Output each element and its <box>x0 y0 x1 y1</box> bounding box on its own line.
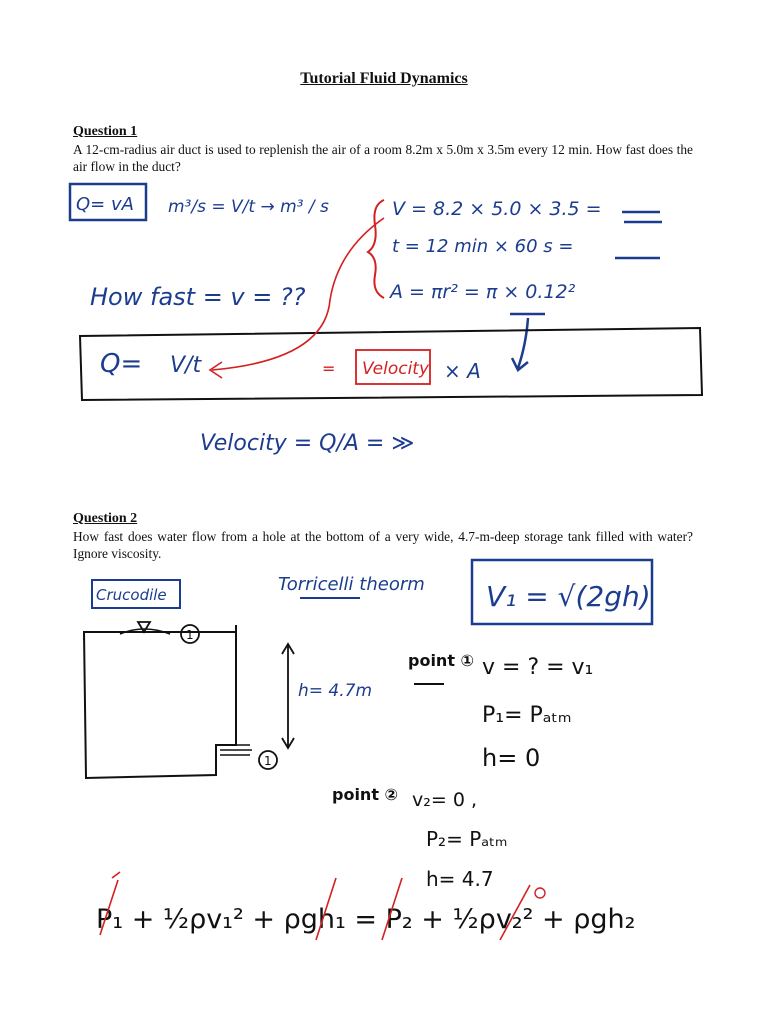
question-2-text: How fast does water flow from a hole at the bottom of a very wide, 4.7-m-deep storage tank filled with water? Ignore viscosity. <box>73 529 693 561</box>
area-equation: A = πr² = π × 0.12² <box>390 281 576 303</box>
red-brace <box>368 200 384 298</box>
point-1-height: h= 0 <box>482 744 541 772</box>
height-arrow <box>282 644 294 748</box>
times-area: × A <box>444 359 481 383</box>
zero-mark <box>535 888 545 898</box>
point-1-heading: point ① <box>408 651 475 670</box>
velocity-result: Velocity = Q/A = ≫ <box>200 431 415 456</box>
units-note: m³/s = V/t → m³ / s <box>168 197 329 217</box>
height-label: h= 4.7m <box>298 681 373 701</box>
marker-2-text: 1 <box>264 754 272 768</box>
red-equals-sign: = <box>322 359 336 378</box>
point-2-height: h= 4.7 <box>426 867 494 891</box>
point-1-velocity: v = ? = v₁ <box>482 655 594 680</box>
tank-outline <box>84 632 236 778</box>
flow-rate-q-left: Q= <box>100 349 143 379</box>
velocity-red-label: Velocity <box>362 359 430 379</box>
volume-blank-lines <box>622 212 662 222</box>
outflow-lines <box>220 745 252 755</box>
point-1-pressure: P₁= Pₐₜₘ <box>482 703 572 728</box>
crocodile-label: Crucodile <box>96 586 167 604</box>
how-fast-question: How fast = v = ?? <box>90 283 306 311</box>
point-2-heading: point ② <box>332 785 399 804</box>
marker-1-text: 1 <box>186 628 194 642</box>
question-1-text: A 12-cm-radius air duct is used to replenish the air of a room 8.2m x 5.0m x 3.5m every 12 min. How fast does the air flow in the duct? <box>73 142 693 174</box>
area-arrow <box>512 318 528 370</box>
volume-equation: V = 8.2 × 5.0 × 3.5 = <box>392 198 602 220</box>
bernoulli-equation: P₁ + ½ρv₁² + ρgh₁ = P₂ + ½ρv₂² + ρgh₂ <box>96 904 636 935</box>
water-surface-marker <box>138 622 150 632</box>
torricelli-label: Torricelli theorm <box>278 574 425 595</box>
question-1-heading: Question 1 <box>73 124 138 139</box>
point-2-pressure: P₂= Pₐₜₘ <box>426 827 508 851</box>
question-2-heading: Question 2 <box>73 511 138 526</box>
q-equals-va-formula: Q= vA <box>76 194 134 215</box>
time-equation: t = 12 min × 60 s = <box>392 236 574 257</box>
torricelli-result: V₁ = √(2gh) <box>486 580 651 613</box>
document-title: Tutorial Fluid Dynamics <box>300 70 468 87</box>
point-2-velocity: v₂= 0 , <box>412 789 477 811</box>
v-over-t: V/t <box>170 353 202 378</box>
